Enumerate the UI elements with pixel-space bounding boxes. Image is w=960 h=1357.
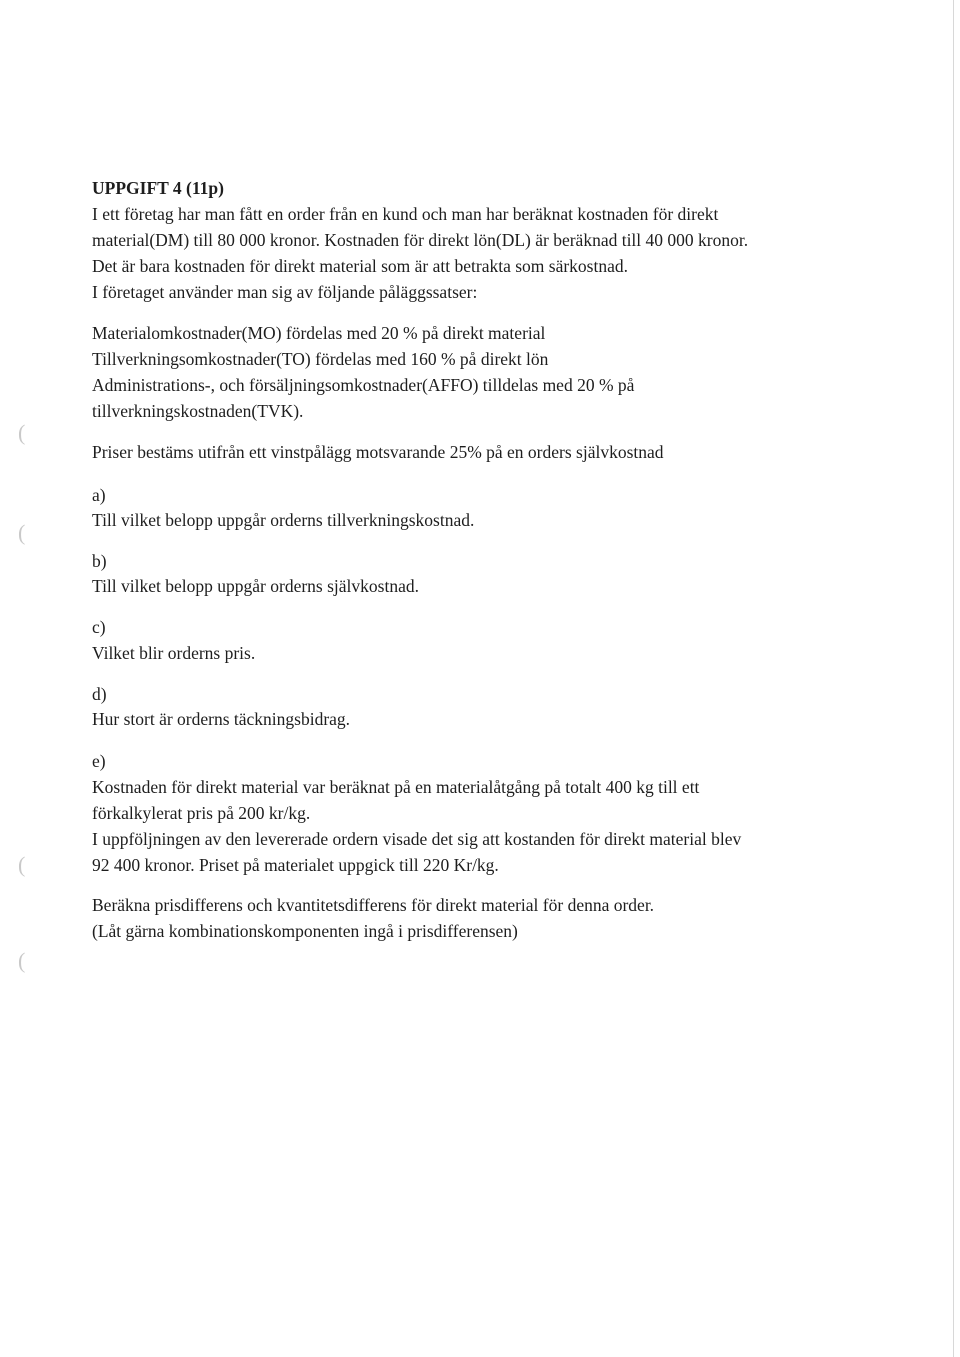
- question-text: Vilket blir orderns pris.: [92, 643, 256, 663]
- rate-line: Materialomkostnader(MO) fördelas med 20 % på direkt material: [92, 323, 546, 343]
- question-label: d): [92, 684, 107, 704]
- question-text: Till vilket belopp uppgår orderns självkostnad.: [92, 576, 419, 596]
- question-e-line: förkalkylerat pris på 200 kr/kg.: [92, 803, 311, 823]
- intro-line: Det är bara kostnaden för direkt material som är att betrakta som särkostnad.: [92, 256, 628, 276]
- question-e-task: (Låt gärna kombinationskomponenten ingå i prisdifferensen): [92, 921, 518, 941]
- question-label: a): [92, 485, 106, 505]
- intro-line: I ett företag har man fått en order från en kund och man har beräknat kostnaden för direkt: [92, 204, 719, 224]
- question-text: Hur stort är orderns täckningsbidrag.: [92, 709, 351, 729]
- question-e-task: Beräkna prisdifferens och kvantitetsdifferens för direkt material för denna order.: [92, 895, 655, 915]
- punch-mark: (: [18, 520, 26, 545]
- rate-line: Administrations-, och försäljningsomkostnader(AFFO) tilldelas med 20 % på: [92, 375, 635, 395]
- rate-line: tillverkningskostnaden(TVK).: [92, 401, 304, 421]
- question-e-line: 92 400 kronor. Priset på materialet uppgick till 220 Kr/kg.: [92, 855, 499, 875]
- question-label: b): [92, 551, 107, 571]
- question-e-line: I uppföljningen av den levererade ordern visade det sig att kostanden för direkt material blev: [92, 829, 742, 849]
- punch-mark: (: [18, 420, 26, 445]
- rate-line: Tillverkningsomkostnader(TO) fördelas med 160 % på direkt lön: [92, 349, 549, 369]
- punch-mark: (: [18, 852, 26, 877]
- intro-line: I företaget använder man sig av följande påläggssatser:: [92, 282, 478, 302]
- punch-mark: (: [18, 948, 26, 973]
- question-e-line: Kostnaden för direkt material var beräknat på en materialåtgång på totalt 400 kg till ett: [92, 777, 700, 797]
- question-text: Till vilket belopp uppgår orderns tillverkningskostnad.: [92, 510, 475, 530]
- pricing-rule: Priser bestäms utifrån ett vinstpålägg motsvarande 25% på en orders självkostnad: [92, 442, 664, 462]
- intro-line: material(DM) till 80 000 kronor. Kostnaden för direkt lön(DL) är beräknad till 40 000 kronor.: [92, 230, 749, 250]
- scan-edge-line: [953, 0, 954, 1357]
- question-label: c): [92, 617, 106, 637]
- question-label: e): [92, 751, 106, 771]
- page-title: UPPGIFT 4 (11p): [92, 178, 224, 198]
